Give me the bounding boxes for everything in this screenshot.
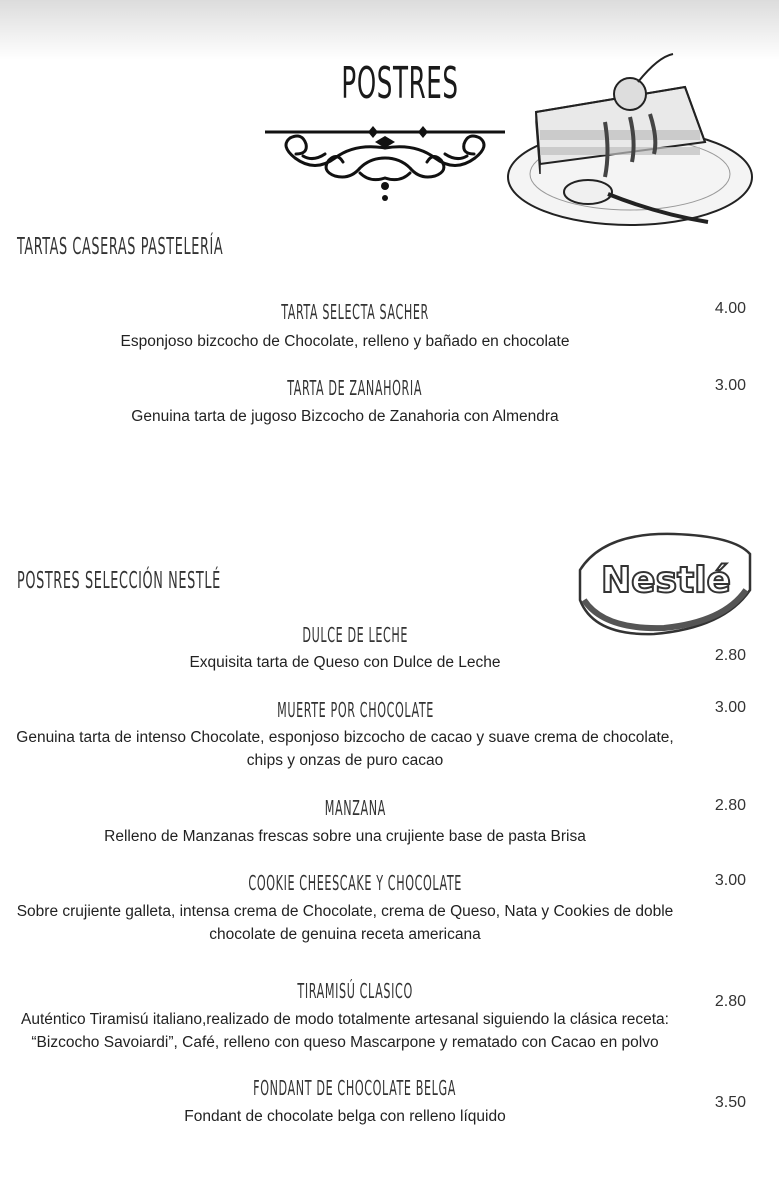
item-name: TARTA DE ZANAHORIA — [287, 376, 423, 400]
item-price: 3.00 — [714, 377, 746, 394]
ornament-icon — [265, 118, 505, 208]
item-name: MANZANA — [324, 796, 386, 820]
item-description: Fondant de chocolate belga con relleno líquido — [184, 1108, 506, 1125]
description-line: Genuina tarta de intenso Chocolate, esponjoso bizcocho de cacao y suave crema de chocolate, — [16, 729, 674, 746]
description-line: “Bizcocho Savoiardi”, Café, relleno con queso Mascarpone y rematado con Cacao en polvo — [31, 1034, 659, 1051]
item-name: COOKIE CHEESCAKE Y CHOCOLATE — [248, 871, 462, 895]
item-price: 2.80 — [714, 647, 746, 664]
item-price: 4.00 — [714, 300, 746, 317]
item-description: Genuina tarta de jugoso Bizcocho de Zanahoria con Almendra — [131, 408, 559, 425]
top-shadow — [0, 0, 779, 60]
item-price: 3.50 — [714, 1094, 746, 1111]
item-description — [0, 726, 690, 772]
item-name: MUERTE POR CHOCOLATE — [276, 698, 434, 722]
description-line: chips y onzas de puro cacao — [246, 752, 444, 769]
section-title-tartas: TARTAS CASERAS PASTELERÍA — [17, 234, 224, 260]
section-title-nestle: POSTRES SELECCIÓN NESTLÉ — [17, 568, 221, 594]
item-price: 2.80 — [714, 993, 746, 1010]
item-description — [0, 900, 690, 946]
nestle-logo-text: Nestlé — [601, 560, 731, 601]
item-price: 3.00 — [714, 872, 746, 889]
description-line: Sobre crujiente galleta, intensa crema de Chocolate, crema de Queso, Nata y Cookies de doble — [16, 903, 674, 920]
item-description — [0, 1008, 690, 1054]
page-title: POSTRES — [341, 58, 459, 109]
description-line: Auténtico Tiramisú italiano,realizado de modo totalmente artesanal siguiendo la clásica receta: — [21, 1011, 669, 1028]
item-name: FONDANT DE CHOCOLATE BELGA — [253, 1076, 457, 1100]
item-name: TIRAMISÚ CLASICO — [297, 979, 413, 1003]
item-description: Exquisita tarta de Queso con Dulce de Leche — [189, 654, 501, 671]
item-description: Esponjoso bizcocho de Chocolate, relleno y bañado en chocolate — [120, 333, 570, 350]
item-description: Relleno de Manzanas frescas sobre una crujiente base de pasta Brisa — [104, 828, 586, 845]
cake-slice-icon — [500, 52, 760, 237]
item-name: TARTA SELECTA SACHER — [281, 300, 429, 324]
item-price: 2.80 — [714, 797, 746, 814]
item-price: 3.00 — [714, 699, 746, 716]
description-line: chocolate de genuina receta americana — [209, 926, 481, 943]
item-name: DULCE DE LECHE — [302, 623, 408, 647]
